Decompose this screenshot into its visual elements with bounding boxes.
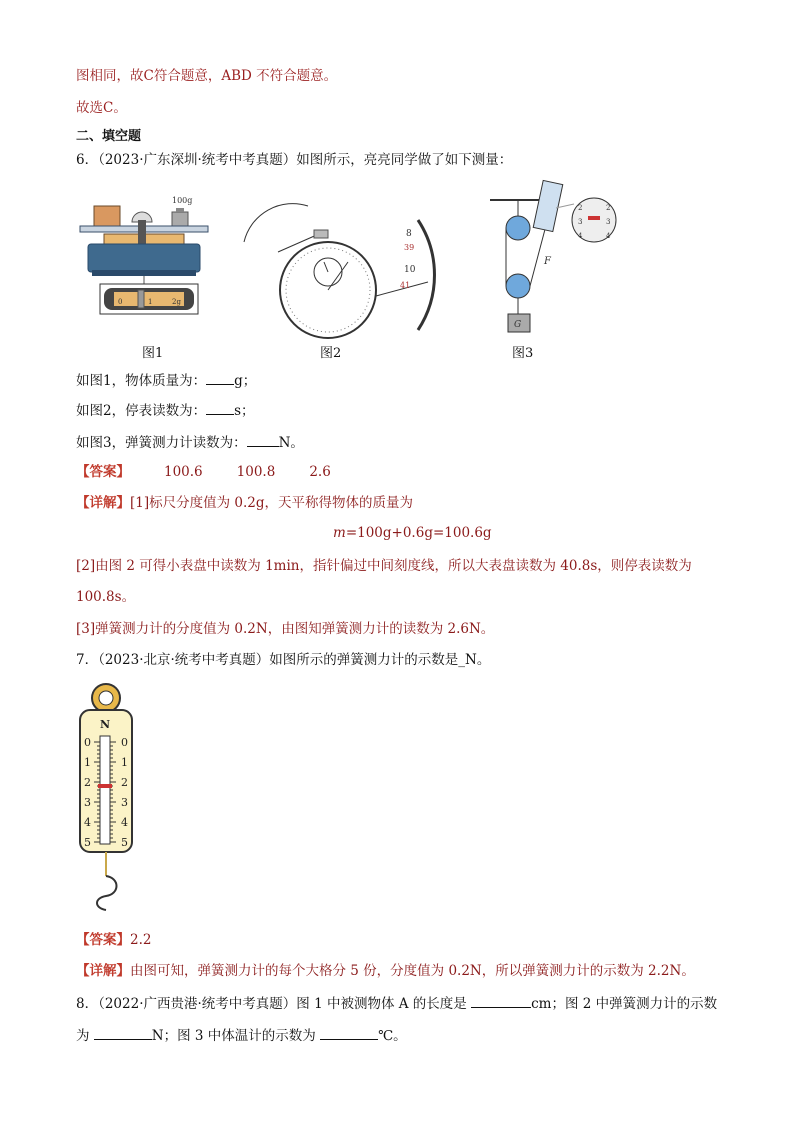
question-6-line-a	[76, 370, 256, 391]
line-a-prefix: 如图1，物体质量为：	[76, 373, 207, 389]
ruler-label: 1	[148, 298, 153, 306]
q8-text: ℃。	[378, 1028, 407, 1044]
figure-q7-spring-scale	[76, 680, 140, 916]
spring-scale-label: 2	[578, 204, 583, 212]
q8-text: 8．（2022·广西贵港·统考中考真题）图 1 中被测物体 A 的长度是	[76, 996, 467, 1012]
line-b-suffix: s；	[234, 403, 255, 419]
question-7-detail	[76, 961, 695, 981]
figure-3-pulley	[490, 178, 620, 334]
answer-tag: 【答案】	[76, 464, 130, 480]
detail-text: 由图可知，弹簧测力计的每个大格分 5 份，分度值为 0.2N，所以弹簧测力计的示数为 2.2N。	[130, 963, 695, 979]
line-c-prefix: 如图3，弹簧测力计读数为：	[76, 435, 247, 451]
spring-scale-label: 2	[606, 204, 611, 212]
q8-text: N；图 3 中体温计的示数为	[151, 1028, 316, 1044]
answer-value: 2.2	[130, 932, 152, 948]
blank	[206, 400, 234, 415]
question-6-answer	[76, 462, 331, 482]
scale-number: 1	[84, 756, 91, 769]
scale-number: 3	[121, 796, 128, 809]
question-6-detail-2-cont: 100.8s。	[76, 589, 136, 605]
blank	[206, 370, 234, 385]
figure-2-caption: 图2	[320, 346, 342, 361]
scale-number: 2	[84, 776, 91, 789]
scale-number: 5	[84, 836, 91, 849]
text-line: 图相同，故C符合题意，ABD 不符合题意。	[76, 68, 338, 84]
scale-number: 4	[84, 816, 91, 829]
text-line: 故选C。	[76, 100, 127, 116]
scale-number: 2	[121, 776, 128, 789]
formula	[333, 523, 492, 543]
blank	[471, 993, 531, 1008]
figure-1-balance	[74, 192, 214, 318]
scale-number: 4	[121, 816, 128, 829]
question-6-detail-1	[76, 493, 413, 513]
figure-1-caption: 图1	[142, 346, 164, 361]
question-6-detail-2: [2]由图 2 可得小表盘中读数为 1min，指针偏过中间刻度线，所以大表盘读数为 40.8s，则停表读数为	[76, 558, 692, 574]
question-6-stem: 6．（2023·广东深圳·统考中考真题）如图所示，亮亮同学做了如下测量：	[76, 152, 513, 168]
stopwatch-scale-label: 8	[406, 229, 412, 239]
weight-label: 100g	[172, 196, 193, 205]
stopwatch-scale-label: 39	[404, 243, 415, 252]
question-8-line-2	[76, 1025, 407, 1046]
scale-unit: N	[100, 718, 111, 731]
q8-text: 为	[76, 1028, 90, 1044]
blank	[320, 1025, 378, 1040]
section-title: 二、填空题	[76, 129, 142, 144]
ruler-label: 0	[118, 298, 123, 306]
weight-label: G	[514, 320, 522, 330]
line-b-prefix: 如图2，停表读数为：	[76, 403, 207, 419]
detail-tag: 【详解】	[76, 495, 130, 511]
detail-tag: 【详解】	[76, 963, 130, 979]
answer-value: 100.6	[164, 464, 203, 480]
spring-scale-label: 4	[606, 232, 611, 240]
stopwatch-scale-label: 41	[400, 281, 411, 290]
scale-number: 5	[121, 836, 128, 849]
spring-scale-label: 3	[606, 218, 611, 226]
scale-number: 0	[84, 736, 91, 749]
question-7-answer	[76, 930, 151, 950]
figure-3-caption: 图3	[512, 346, 534, 361]
spring-scale-label: 3	[578, 218, 583, 226]
line-a-suffix: g；	[234, 373, 257, 389]
scale-number: 0	[121, 736, 128, 749]
ruler-label: 2g	[172, 298, 181, 306]
figure-2-stopwatch	[238, 200, 444, 340]
question-8-line-1	[76, 993, 717, 1014]
blank	[94, 1025, 152, 1040]
scale-number: 3	[84, 796, 91, 809]
question-7-stem: 7．（2023·北京·统考中考真题）如图所示的弹簧测力计的示数是_N。	[76, 652, 491, 668]
question-6-detail-3: [3]弹簧测力计的分度值为 0.2N，由图知弹簧测力计的读数为 2.6N。	[76, 621, 495, 637]
answer-tag: 【答案】	[76, 932, 130, 948]
answer-value: 100.8	[236, 464, 276, 480]
question-6-line-c	[76, 432, 304, 453]
question-6-line-b	[76, 400, 255, 421]
spring-scale-label: 4	[578, 232, 583, 240]
stopwatch-scale-label: 10	[404, 265, 416, 275]
force-label: F	[544, 256, 551, 267]
detail-text: [1]标尺分度值为 0.2g，天平称得物体的质量为	[130, 495, 414, 511]
scale-number: 1	[121, 756, 128, 769]
q8-text: cm；图 2 中弹簧测力计的示数	[531, 996, 718, 1012]
formula-text: =100g+0.6g=100.6g	[345, 525, 492, 541]
answer-value: 2.6	[309, 464, 331, 480]
formula-variable: m	[333, 525, 346, 541]
blank	[247, 432, 279, 447]
line-c-suffix: N。	[278, 435, 304, 451]
